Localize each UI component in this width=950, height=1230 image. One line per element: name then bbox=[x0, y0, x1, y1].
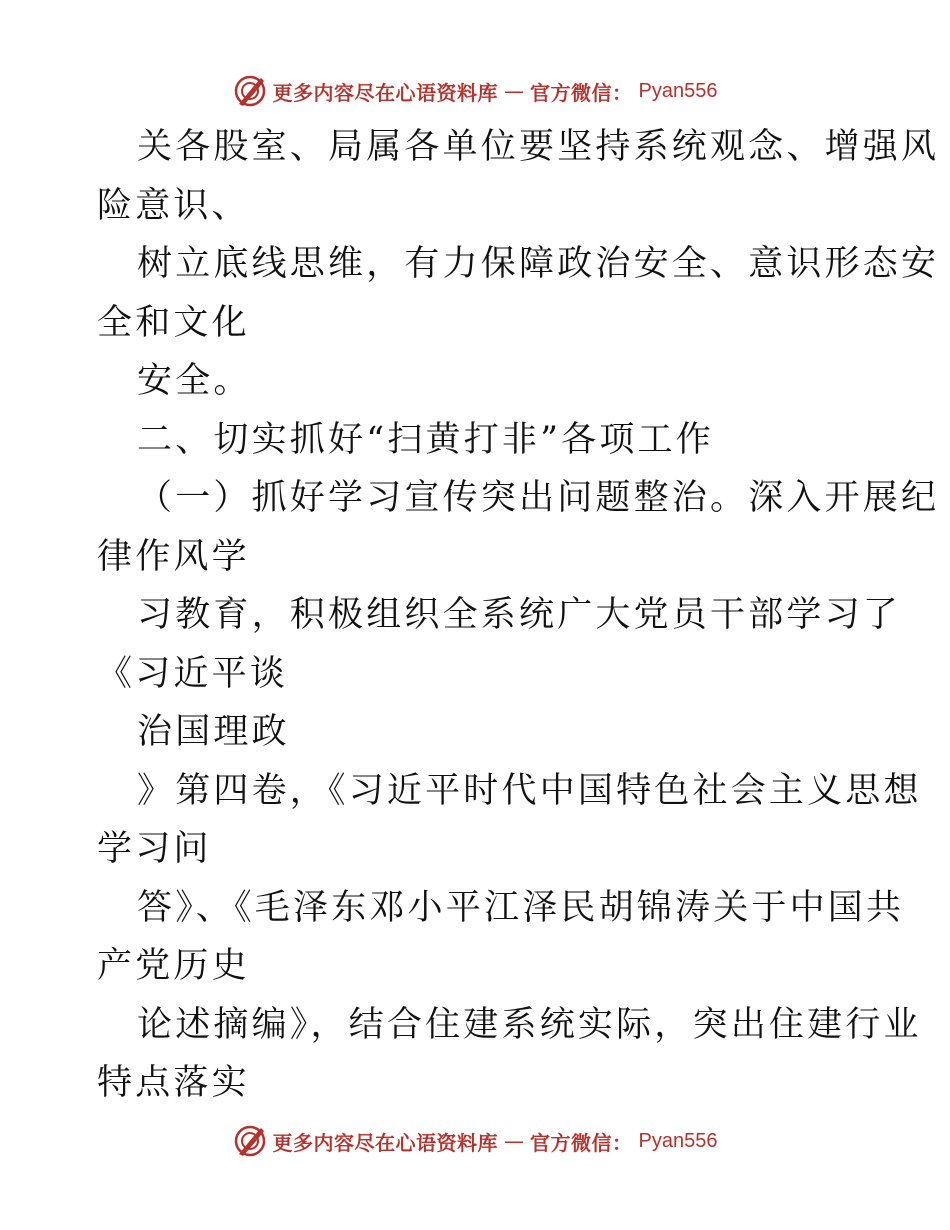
text-line: 安全。 bbox=[137, 361, 252, 401]
document-body bbox=[97, 118, 940, 1113]
text-line: 习教育，积极组织全系统广大党员干部学习了 bbox=[137, 595, 902, 635]
text-line: 论述摘编》，结合住建系统实际，突出住建行业 bbox=[137, 1004, 922, 1045]
watermark-text: 更多内容尽在心语资料库 bbox=[272, 1130, 499, 1155]
subsection-heading: （一）抓好学习宣传突出问题整治。深入开展纪 bbox=[137, 478, 940, 518]
text-line: 治国理政 bbox=[137, 712, 290, 752]
text-line: 》第四卷，《习近平时代中国特色社会主义思想 bbox=[137, 770, 922, 811]
text-line: 产党历史 bbox=[97, 946, 250, 986]
text-line: 学习问 bbox=[97, 829, 212, 869]
text-line: 律作风学 bbox=[97, 536, 250, 577]
footer-watermark bbox=[0, 1121, 950, 1161]
watermark-dash: — bbox=[504, 79, 525, 103]
text-line: 答》、《毛泽东邓小平江泽民胡锦涛关于中国共 bbox=[137, 887, 905, 928]
watermark-text: 更多内容尽在心语资料库 bbox=[272, 80, 499, 105]
text-line: 关各股室、局属各单位要坚持系统观念、增强风 bbox=[137, 127, 940, 167]
header-watermark bbox=[0, 71, 950, 111]
pen-logo-icon bbox=[233, 1124, 267, 1158]
text-line: 《习近平谈 bbox=[97, 653, 289, 694]
watermark-dash: — bbox=[504, 1129, 525, 1153]
text-line: 树立底线思维，有力保障政治安全、意识形态安 bbox=[137, 244, 940, 284]
section-heading: 二、切实抓好“扫黄打非”各项工作 bbox=[137, 419, 714, 460]
pen-logo-icon bbox=[233, 74, 267, 108]
watermark-label: 官方微信： bbox=[530, 80, 633, 105]
watermark-wechat-id: Pyan556 bbox=[638, 79, 718, 102]
text-line: 全和文化 bbox=[97, 302, 250, 343]
watermark-wechat-id: Pyan556 bbox=[638, 1129, 718, 1152]
watermark-label: 官方微信： bbox=[530, 1130, 633, 1155]
text-line: 险意识、 bbox=[97, 185, 250, 226]
text-line: 特点落实 bbox=[97, 1063, 250, 1103]
